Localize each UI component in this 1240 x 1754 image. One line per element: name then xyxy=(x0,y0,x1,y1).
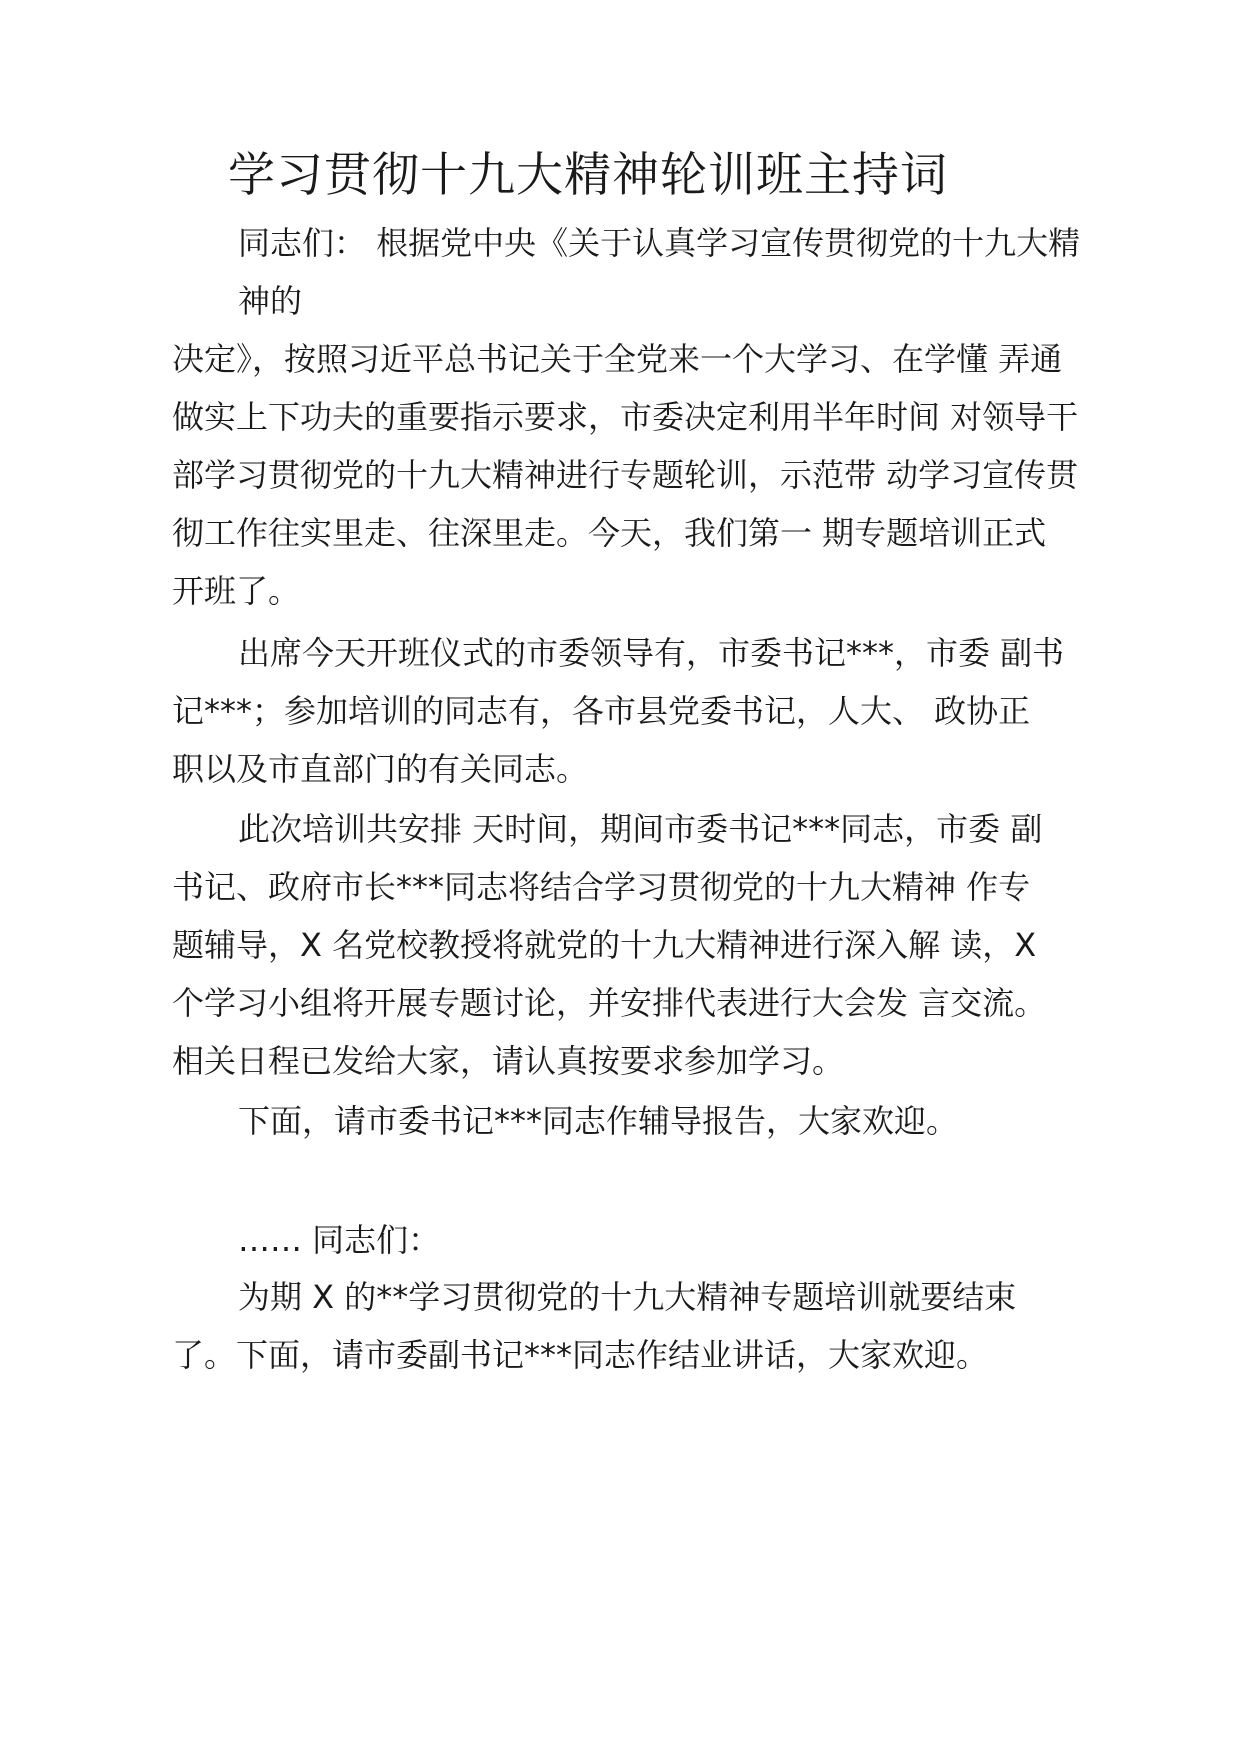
paragraph-opening xyxy=(172,214,1092,620)
paragraph-line: …… 同志们： xyxy=(238,1221,441,1259)
paragraph-line: 题辅导，X 名党校教授将就党的十九大精神进行深入解 读，X xyxy=(172,926,1037,964)
paragraph-line: 了。下面，请市委副书记***同志作结业讲话，大家欢迎。 xyxy=(172,1336,989,1374)
paragraph-line: 同志们： 根据党中央《关于认真学习宣传贯彻党的十九大精 xyxy=(238,224,1081,262)
paragraph-closing xyxy=(172,1268,1092,1384)
paragraph-line: 部学习贯彻党的十九大精神进行专题轮训，示范带 动学习宣传贯 xyxy=(172,456,1079,494)
paragraph-line: 此次培训共安排 天时间，期间市委书记***同志，市委 副 xyxy=(238,810,1043,848)
paragraph-line: 职以及市直部门的有关同志。 xyxy=(172,750,589,788)
paragraph-line: 下面，请市委书记***同志作辅导报告，大家欢迎。 xyxy=(238,1102,959,1140)
paragraph-line: 做实上下功夫的重要指示要求，市委决定利用半年时间 对领导干 xyxy=(172,398,1079,436)
paragraph-line: 书记、政府市长***同志将结合学习贯彻党的十九大精神 作专 xyxy=(172,868,1031,906)
paragraph-line: 相关日程已发给大家，请认真按要求参加学习。 xyxy=(172,1042,845,1080)
paragraph-line: 彻工作往实里走、往深里走。今天，我们第一 期专题培训正式 xyxy=(172,514,1047,552)
paragraph-report xyxy=(172,1092,1092,1150)
paragraph-schedule xyxy=(172,800,1092,1090)
paragraph-line: 为期 X 的**学习贯彻党的十九大精神专题培训就要结束 xyxy=(238,1278,1017,1316)
paragraph-line: 出席今天开班仪式的市委领导有，市委书记***，市委 副书 xyxy=(238,634,1065,672)
paragraph-line: 开班了。 xyxy=(172,572,301,610)
paragraph-line: 记***；参加培训的同志有，各市县党委书记，人大、 政协正 xyxy=(172,692,1031,730)
paragraph-attendees xyxy=(172,624,1092,798)
document-title: 学习贯彻十九大精神轮训班主持词 xyxy=(228,148,948,203)
paragraph-line: 决定》，按照习近平总书记关于全党来一个大学习、在学懂 弄通 xyxy=(172,340,1063,378)
paragraph-closing-greeting xyxy=(172,1211,1092,1269)
paragraph-line: 神的 xyxy=(238,282,303,320)
paragraph-line: 个学习小组将开展专题讨论，并安排代表进行大会发 言交流。 xyxy=(172,984,1047,1022)
